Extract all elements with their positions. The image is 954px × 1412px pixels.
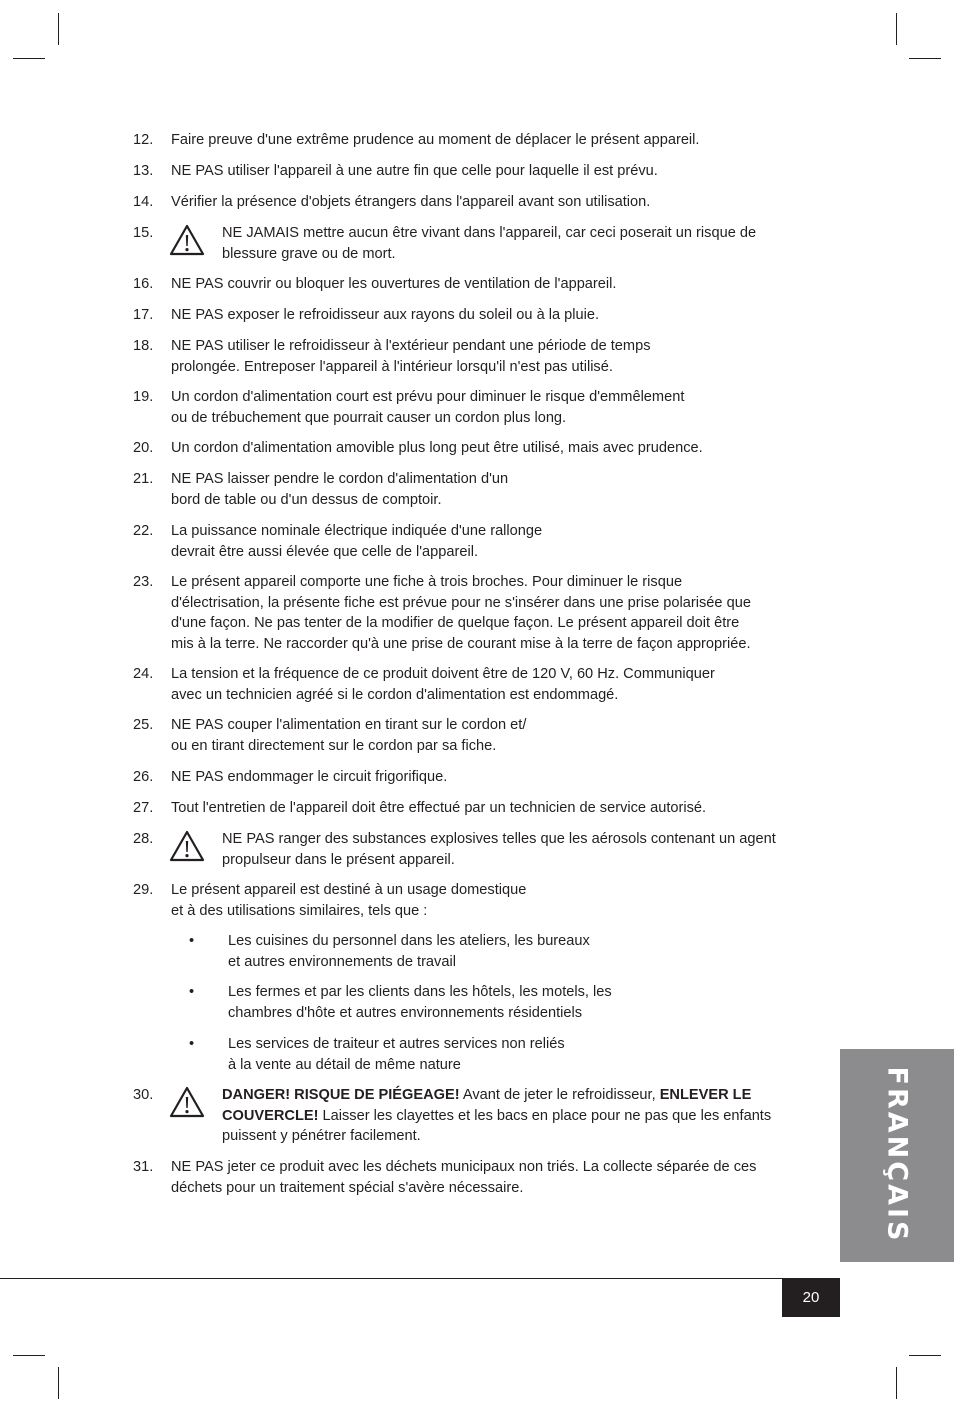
item-number: 28. (133, 831, 154, 847)
item-text: NE PAS exposer le refroidisseur aux rayons du soleil ou à la pluie. (171, 307, 600, 323)
item-number: 24. (133, 666, 154, 682)
bullet-text: chambres d'hôte et autres environnements résidentiels (228, 1004, 583, 1021)
item-text: Tout l'entretien de l'appareil doit être effectué par un technicien de service autorisé. (171, 800, 707, 816)
crop-mark (13, 58, 45, 59)
warning-triangle-icon (169, 224, 205, 256)
warning-triangle-icon (169, 1086, 205, 1118)
item-text: NE PAS couper l'alimentation en tirant sur le cordon et/ (171, 717, 527, 733)
page-number: 20 (782, 1278, 840, 1317)
item-text: NE PAS utiliser l'appareil à une autre fin que celle pour laquelle il est prévu. (171, 163, 658, 179)
item-number: 21. (133, 471, 154, 487)
item-number: 20. (133, 440, 154, 456)
crop-mark (909, 58, 941, 59)
item-text: ou de trébuchement que pourrait causer un cordon plus long. (171, 409, 567, 426)
bullet-text: et autres environnements de travail (228, 953, 456, 970)
item-text-line (222, 1106, 822, 1127)
item-text: bord de table ou d'un dessus de comptoir. (171, 491, 442, 508)
item-text: Avant de jeter le refroidisseur, (459, 1087, 660, 1103)
item-text: NE PAS endommager le circuit frigorifique. (171, 769, 448, 785)
item-text: NE PAS jeter ce produit avec les déchets municipaux non triés. La collecte séparée de ces (171, 1159, 757, 1175)
item-text: déchets pour un traitement spécial s'avère nécessaire. (171, 1179, 524, 1196)
item-text: puissent y pénétrer facilement. (222, 1128, 421, 1144)
bullet-text: à la vente au détail de même nature (228, 1056, 461, 1073)
bullet-symbol: • (189, 1036, 195, 1052)
item-number: 23. (133, 574, 154, 590)
item-text: Un cordon d'alimentation amovible plus long peut être utilisé, mais avec prudence. (171, 440, 703, 456)
item-number: 19. (133, 389, 154, 405)
item-text: mis à la terre. Ne raccorder qu'à une prise de courant mise à la terre de façon appropriée. (171, 635, 751, 652)
item-text: Un cordon d'alimentation court est prévu pour diminuer le risque d'emmêlement (171, 389, 685, 405)
bullet-symbol: • (189, 984, 195, 1000)
warning-triangle-icon (169, 830, 205, 862)
item-number: 31. (133, 1159, 154, 1175)
bullet-text: Les fermes et par les clients dans les hôtels, les motels, les (228, 984, 612, 1000)
item-text: NE PAS couvrir ou bloquer les ouvertures de ventilation de l'appareil. (171, 276, 617, 292)
crop-mark (909, 1355, 941, 1356)
item-number: 17. (133, 307, 154, 323)
language-side-tab (840, 1049, 954, 1262)
item-text: Le présent appareil comporte une fiche à trois broches. Pour diminuer le risque (171, 574, 683, 590)
item-text: et à des utilisations similaires, tels que : (171, 902, 428, 919)
bullet-text: Les services de traiteur et autres services non reliés (228, 1036, 565, 1052)
item-number: 14. (133, 194, 154, 210)
item-text: Faire preuve d'une extrême prudence au moment de déplacer le présent appareil. (171, 132, 700, 148)
item-text: prolongée. Entreposer l'appareil à l'intérieur lorsqu'il n'est pas utilisé. (171, 358, 613, 375)
item-text: propulseur dans le présent appareil. (222, 851, 455, 868)
bullet-symbol: • (189, 933, 195, 949)
crop-mark (896, 13, 897, 45)
item-text: Vérifier la présence d'objets étrangers dans l'appareil avant son utilisation. (171, 194, 651, 210)
remove-lid-warning: COUVERCLE! (222, 1107, 319, 1124)
item-text: blessure grave ou de mort. (222, 245, 396, 262)
item-number: 27. (133, 800, 154, 816)
crop-mark (58, 1367, 59, 1399)
item-text: ou en tirant directement sur le cordon par sa fiche. (171, 737, 497, 754)
footer-divider (0, 1278, 840, 1279)
item-number: 16. (133, 276, 154, 292)
danger-heading: DANGER! RISQUE DE PIÉGEAGE! (222, 1087, 460, 1103)
item-text: avec un technicien agréé si le cordon d'alimentation est endommagé. (171, 686, 619, 703)
item-number: 25. (133, 717, 154, 733)
item-text: Laisser les clayettes et les bacs en place pour ne pas que les enfants (318, 1107, 772, 1124)
item-number: 15. (133, 225, 154, 241)
item-text: d'une façon. Ne pas tenter de la modifier de quelque façon. Le présent appareil doit être (171, 615, 740, 631)
item-text: Le présent appareil est destiné à un usage domestique (171, 882, 527, 898)
item-number: 30. (133, 1087, 154, 1103)
crop-mark (896, 1367, 897, 1399)
item-number: 13. (133, 163, 154, 179)
item-number: 22. (133, 523, 154, 539)
item-number: 26. (133, 769, 154, 785)
item-text: NE PAS ranger des substances explosives telles que les aérosols contenant un agent (222, 831, 776, 847)
item-text: d'électrisation, la présente fiche est prévue pour ne s'insérer dans une prise polarisée que (171, 594, 751, 611)
item-text: La tension et la fréquence de ce produit doivent être de 120 V, 60 Hz. Communiquer (171, 666, 715, 682)
language-tab-label: FRANÇAIS (881, 1066, 913, 1244)
bullet-text: Les cuisines du personnel dans les ateliers, les bureaux (228, 933, 590, 949)
item-number: 18. (133, 338, 154, 354)
item-text: NE JAMAIS mettre aucun être vivant dans l'appareil, car ceci poserait un risque de (222, 225, 757, 241)
crop-mark (58, 13, 59, 45)
item-number: 29. (133, 882, 154, 898)
remove-lid-warning: ENLEVER LE (659, 1087, 752, 1103)
item-text: La puissance nominale électrique indiquée d'une rallonge (171, 523, 543, 539)
item-number: 12. (133, 132, 154, 148)
item-text: NE PAS laisser pendre le cordon d'alimentation d'un (171, 471, 509, 487)
item-text: devrait être aussi élevée que celle de l'appareil. (171, 543, 479, 560)
item-text: NE PAS utiliser le refroidisseur à l'extérieur pendant une période de temps (171, 338, 651, 354)
item-text-line (222, 1085, 822, 1106)
crop-mark (13, 1355, 45, 1356)
